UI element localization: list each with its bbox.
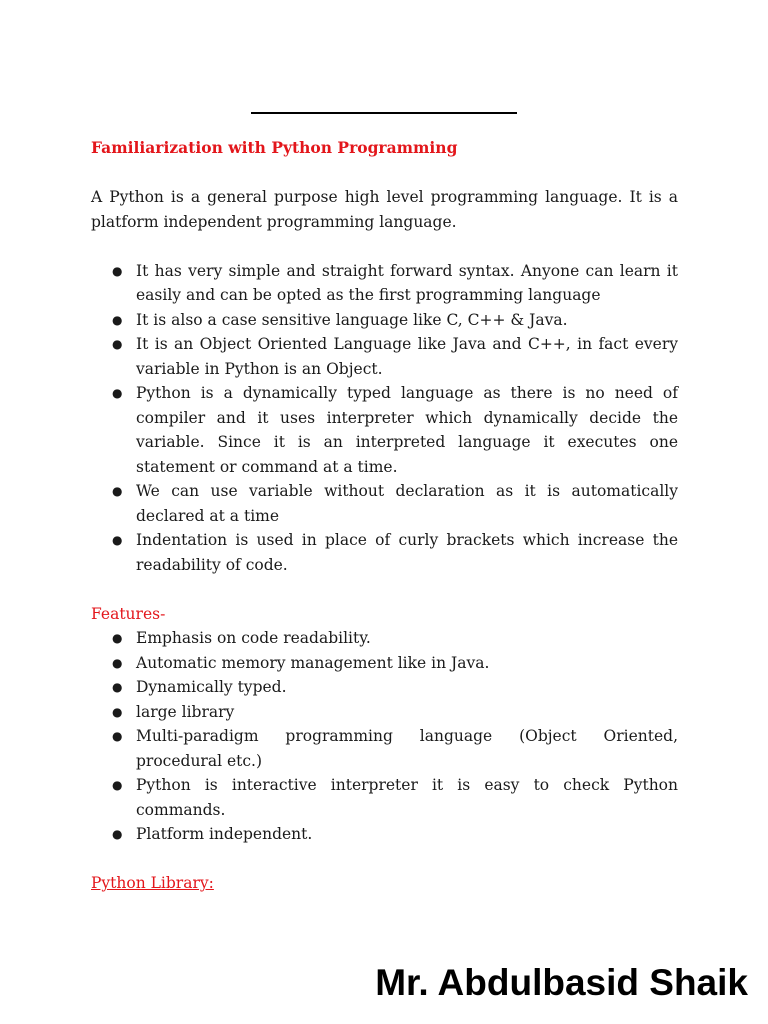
list-item (91, 259, 678, 308)
features-heading: Features- (91, 604, 166, 623)
document-body (91, 136, 678, 896)
list-item-text: It is an Object Oriented Language like Java and C++, in fact every variable in Python is an Object. (136, 335, 678, 378)
bullet-icon: ● (112, 484, 123, 498)
list-item (91, 332, 678, 381)
list-item-text: Multi-paradigm programming language (Object Oriented, procedural etc.) (136, 727, 678, 770)
bullet-icon: ● (112, 729, 123, 743)
list-item (91, 528, 678, 577)
bullet-icon: ● (112, 680, 123, 694)
list-item-text: Automatic memory management like in Java. (136, 653, 490, 672)
list-item-text: Python is a dynamically typed language as there is no need of compiler and it uses interpreter which dynamically decide the variable. Since it is an interpreted language it executes one statement or command at a time. (136, 384, 678, 476)
section-heading: Familiarization with Python Programming (91, 138, 458, 157)
bullet-icon: ● (112, 704, 123, 719)
list-item (91, 675, 678, 700)
list-item-text: We can use variable without declaration as it is automatically declared at a time (136, 482, 678, 525)
features-bullet-list (91, 626, 678, 847)
list-item (91, 479, 678, 528)
list-item (91, 822, 678, 847)
bullet-icon: ● (112, 337, 123, 351)
list-item-text: Dynamically typed. (136, 678, 287, 696)
list-item-text: Python is interactive interpreter it is easy to check Python commands. (136, 776, 678, 819)
intro-bullet-list (91, 259, 678, 578)
list-item (91, 773, 678, 822)
bullet-icon: ● (112, 631, 123, 645)
list-item (91, 724, 678, 773)
bullet-icon: ● (112, 263, 123, 278)
bullet-icon: ● (112, 827, 123, 841)
bullet-icon: ● (112, 778, 123, 792)
list-item (91, 308, 678, 333)
bullet-icon: ● (112, 386, 123, 400)
bullet-icon: ● (112, 533, 123, 547)
bullet-icon: ● (112, 655, 123, 670)
list-item-text: It is also a case sensitive language like C, C++ & Java. (136, 310, 568, 329)
bullet-icon: ● (112, 312, 123, 327)
author-name: Mr. Abdulbasid Shaik (375, 962, 748, 1003)
list-item-text: Emphasis on code readability. (136, 629, 371, 647)
intro-paragraph: A Python is a general purpose high level programming language. It is a platform independent programming language. (91, 188, 678, 231)
list-item-text: It has very simple and straight forward syntax. Anyone can learn it easily and can be opted as the first programming language (136, 261, 678, 304)
list-item (91, 700, 678, 725)
list-item-text: Platform independent. (136, 825, 313, 843)
list-item (91, 381, 678, 479)
top-rule (251, 112, 517, 114)
list-item-text: large library (136, 702, 235, 721)
list-item-text: Indentation is used in place of curly brackets which increase the readability of code. (136, 531, 678, 574)
list-item (91, 626, 678, 651)
python-library-heading: Python Library: (91, 874, 214, 892)
list-item (91, 651, 678, 676)
